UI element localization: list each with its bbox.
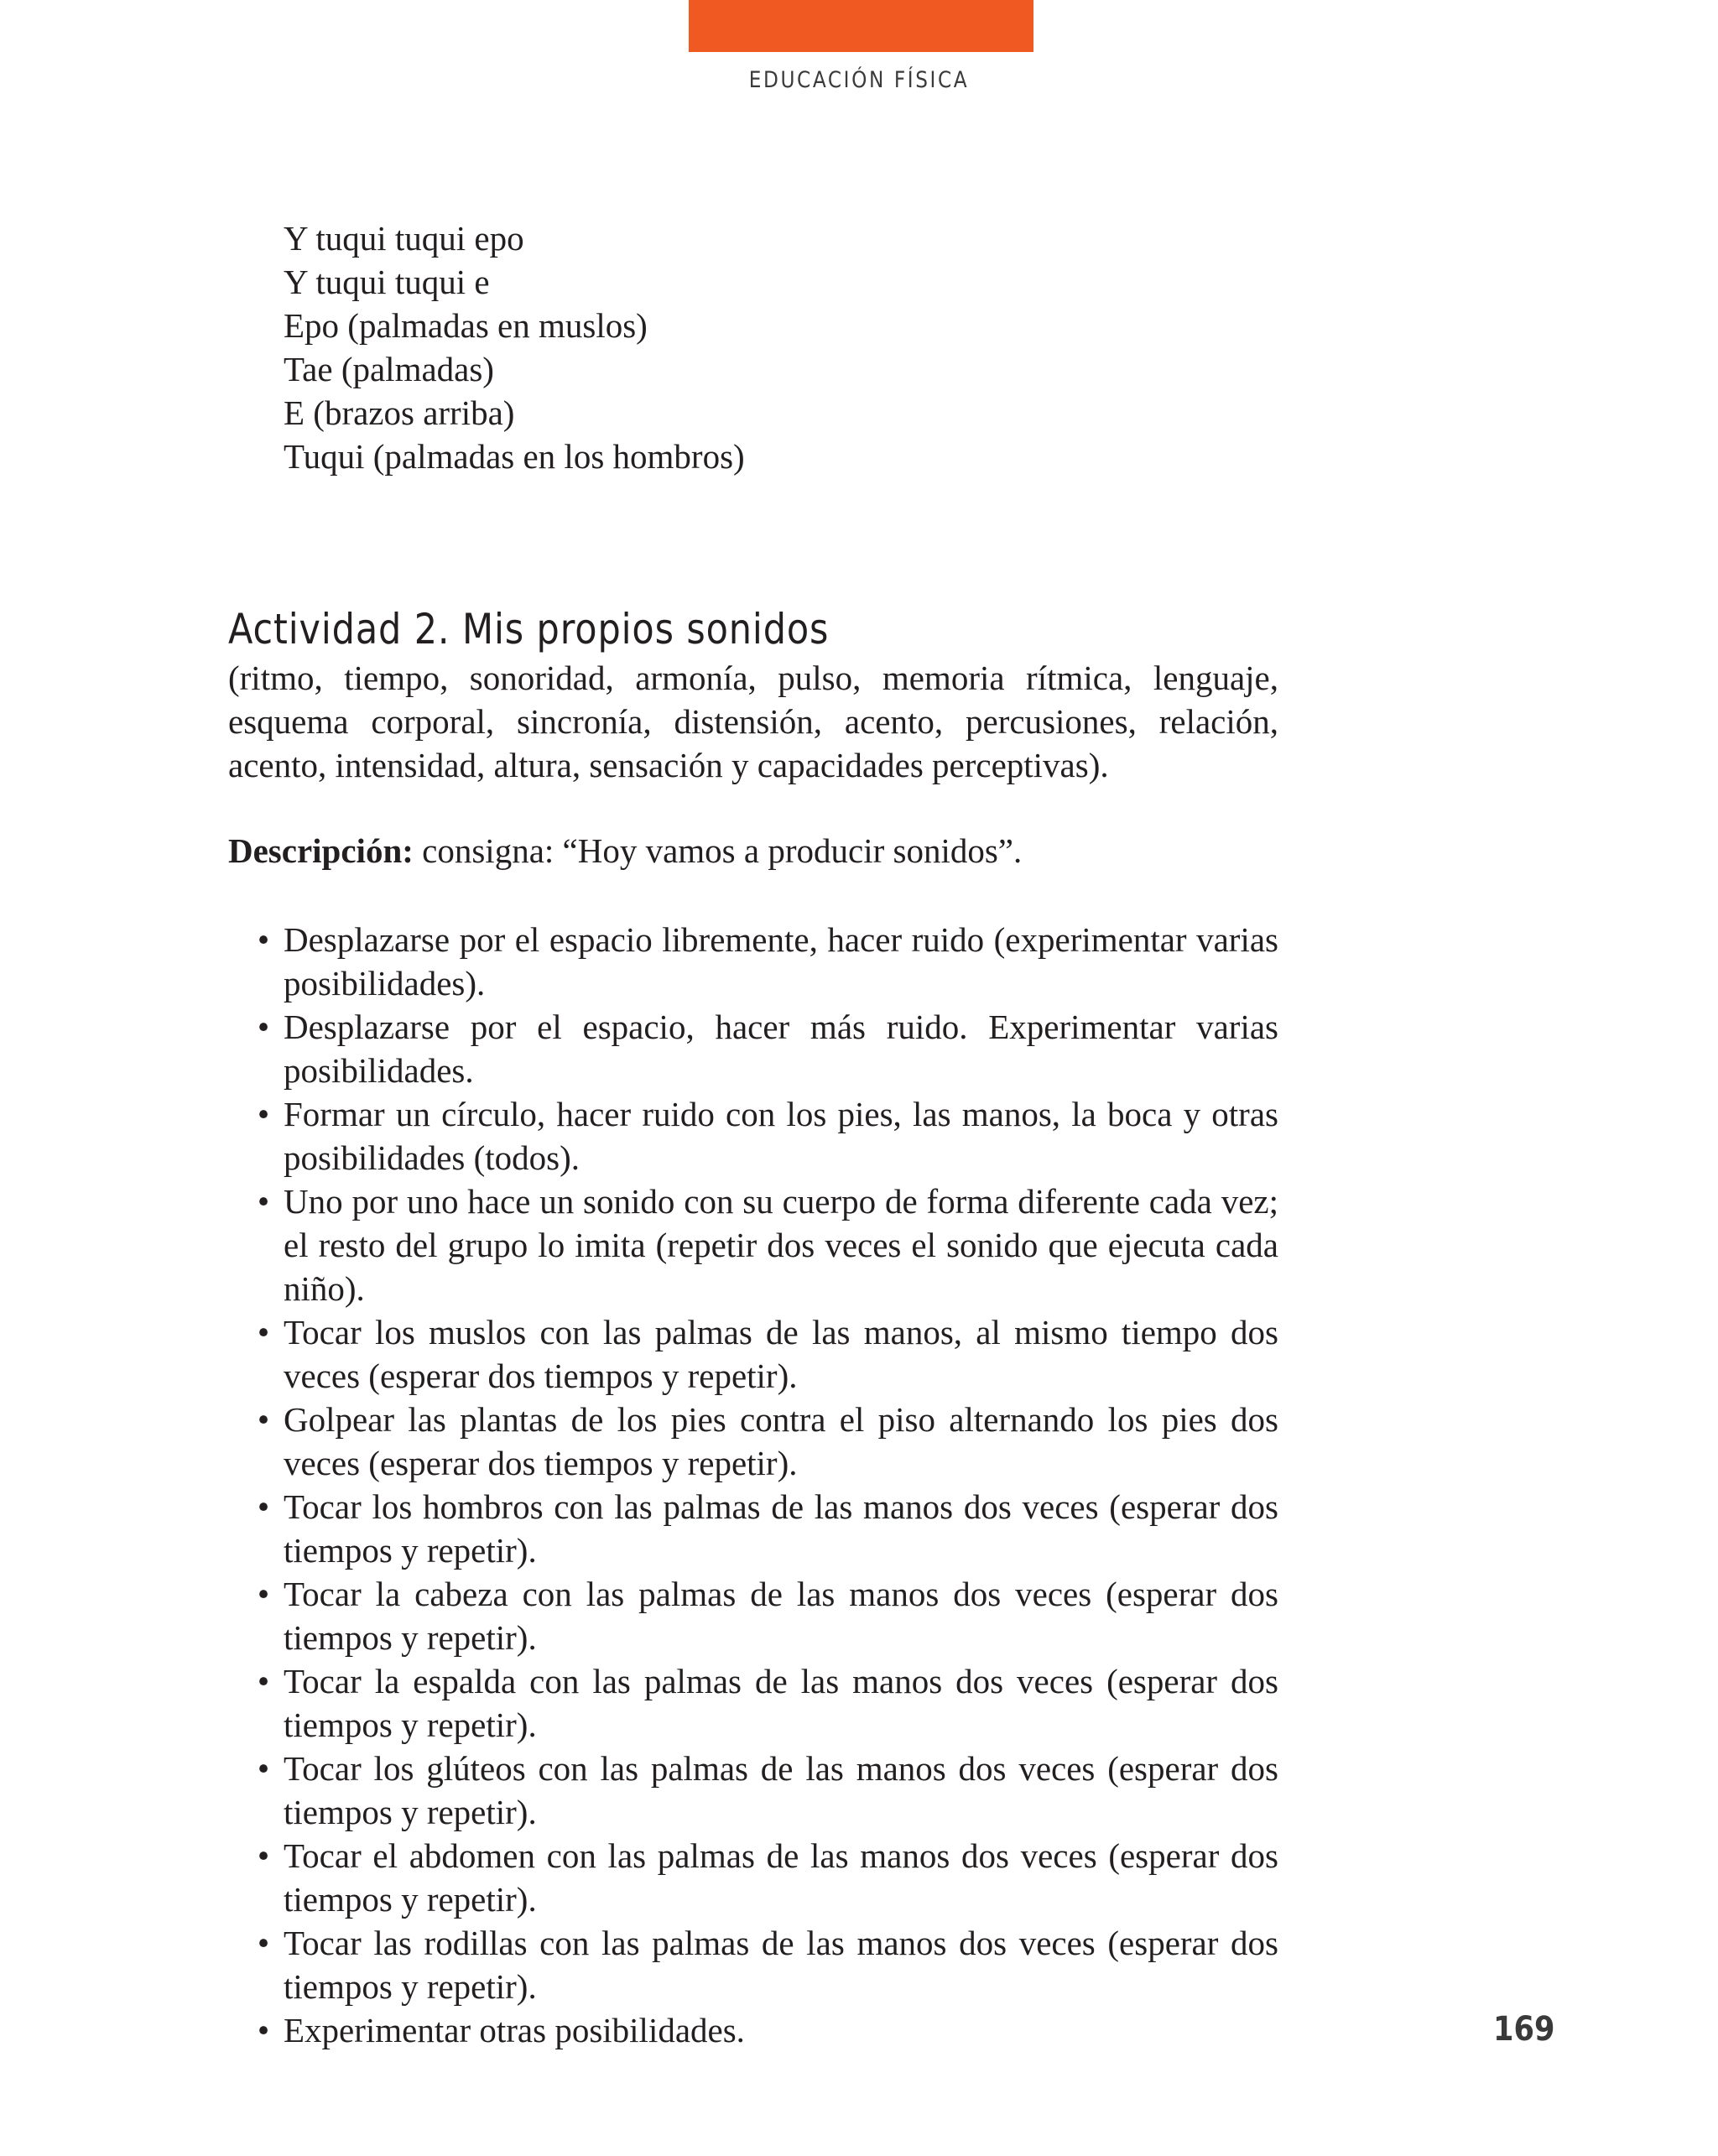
description-label: Descripción:	[228, 831, 414, 870]
list-item	[257, 2008, 1278, 2052]
list-item-text: Tocar los muslos con las palmas de las manos, al mismo tiempo dos veces (esperar dos tiempos y repetir).	[284, 1313, 1278, 1395]
bullet-icon: •	[257, 920, 270, 959]
list-item-text: Formar un círculo, hacer ruido con los pies, las manos, la boca y otras posibilidades (todos).	[284, 1095, 1278, 1177]
list-item-text: Desplazarse por el espacio libremente, hacer ruido (experimentar varias posibilidades).	[284, 920, 1278, 1002]
activity-steps-list	[257, 918, 1278, 2052]
bullet-icon: •	[257, 2011, 270, 2049]
bullet-icon: •	[257, 1487, 270, 1526]
verse-line: E (brazos arriba)	[284, 393, 515, 432]
activity-skills: (ritmo, tiempo, sonoridad, armonía, pulso, memoria rítmica, lenguaje, esquema corporal, sincronía, distensión, acento, percusiones, relación, acento, intensidad, altura, sensación y capacidades perceptivas).	[228, 659, 1278, 784]
list-item	[257, 1747, 1278, 1834]
song-verse	[284, 216, 1290, 478]
bullet-icon: •	[257, 1008, 270, 1046]
bullet-icon: •	[257, 1662, 270, 1700]
list-item	[257, 1485, 1278, 1572]
list-item	[257, 1572, 1278, 1659]
verse-line: Tae (palmadas)	[284, 350, 494, 388]
list-item-text: Tocar la espalda con las palmas de las manos dos veces (esperar dos tiempos y repetir).	[284, 1662, 1278, 1744]
list-item	[257, 1005, 1278, 1092]
list-item-text: Experimentar otras posibilidades.	[284, 2011, 745, 2049]
verse-line: Y tuqui tuqui epo	[284, 219, 524, 258]
list-item	[257, 918, 1278, 1005]
bullet-icon: •	[257, 1749, 270, 1788]
bullet-icon: •	[257, 1095, 270, 1133]
list-item	[257, 1398, 1278, 1485]
page-number: 169	[1493, 2010, 1555, 2049]
list-item	[257, 1092, 1278, 1180]
verse-line: Epo (palmadas en muslos)	[284, 306, 648, 345]
list-item-text: Uno por uno hace un sonido con su cuerpo de forma diferente cada vez; el resto del grupo lo imita (repetir dos veces el sonido que ejecuta cada niño).	[284, 1182, 1278, 1308]
bullet-icon: •	[257, 1400, 270, 1439]
verse-line: Y tuqui tuqui e	[284, 263, 490, 301]
header-accent-bar	[689, 0, 1033, 52]
description-text: consigna: “Hoy vamos a producir sonidos”.	[413, 831, 1023, 870]
verse-line: Tuqui (palmadas en los hombros)	[284, 437, 745, 476]
list-item	[257, 1921, 1278, 2008]
activity-title: Actividad 2. Mis propios sonidos	[228, 605, 830, 654]
list-item-text: Tocar la cabeza con las palmas de las manos dos veces (esperar dos tiempos y repetir).	[284, 1575, 1278, 1657]
bullet-icon: •	[257, 1575, 270, 1613]
list-item-text: Golpear las plantas de los pies contra el piso alternando los pies dos veces (esperar dos tiempos y repetir).	[284, 1400, 1278, 1482]
bullet-icon: •	[257, 1313, 270, 1351]
activity-description	[228, 829, 1285, 872]
running-head: EDUCACIÓN FÍSICA	[748, 67, 970, 93]
list-item-text: Tocar los hombros con las palmas de las manos dos veces (esperar dos tiempos y repetir).	[284, 1487, 1278, 1570]
bullet-icon: •	[257, 1924, 270, 1962]
bullet-icon: •	[257, 1836, 270, 1875]
bullet-icon: •	[257, 1182, 270, 1221]
list-item-text: Tocar las rodillas con las palmas de las manos dos veces (esperar dos tiempos y repetir).	[284, 1924, 1278, 2006]
list-item	[257, 1659, 1278, 1747]
list-item-text: Tocar el abdomen con las palmas de las manos dos veces (esperar dos tiempos y repetir).	[284, 1836, 1278, 1919]
list-item-text: Tocar los glúteos con las palmas de las manos dos veces (esperar dos tiempos y repetir).	[284, 1749, 1278, 1831]
list-item	[257, 1834, 1278, 1921]
list-item	[257, 1180, 1278, 1310]
list-item-text: Desplazarse por el espacio, hacer más ruido. Experimentar varias posibilidades.	[284, 1008, 1278, 1090]
list-item	[257, 1310, 1278, 1398]
